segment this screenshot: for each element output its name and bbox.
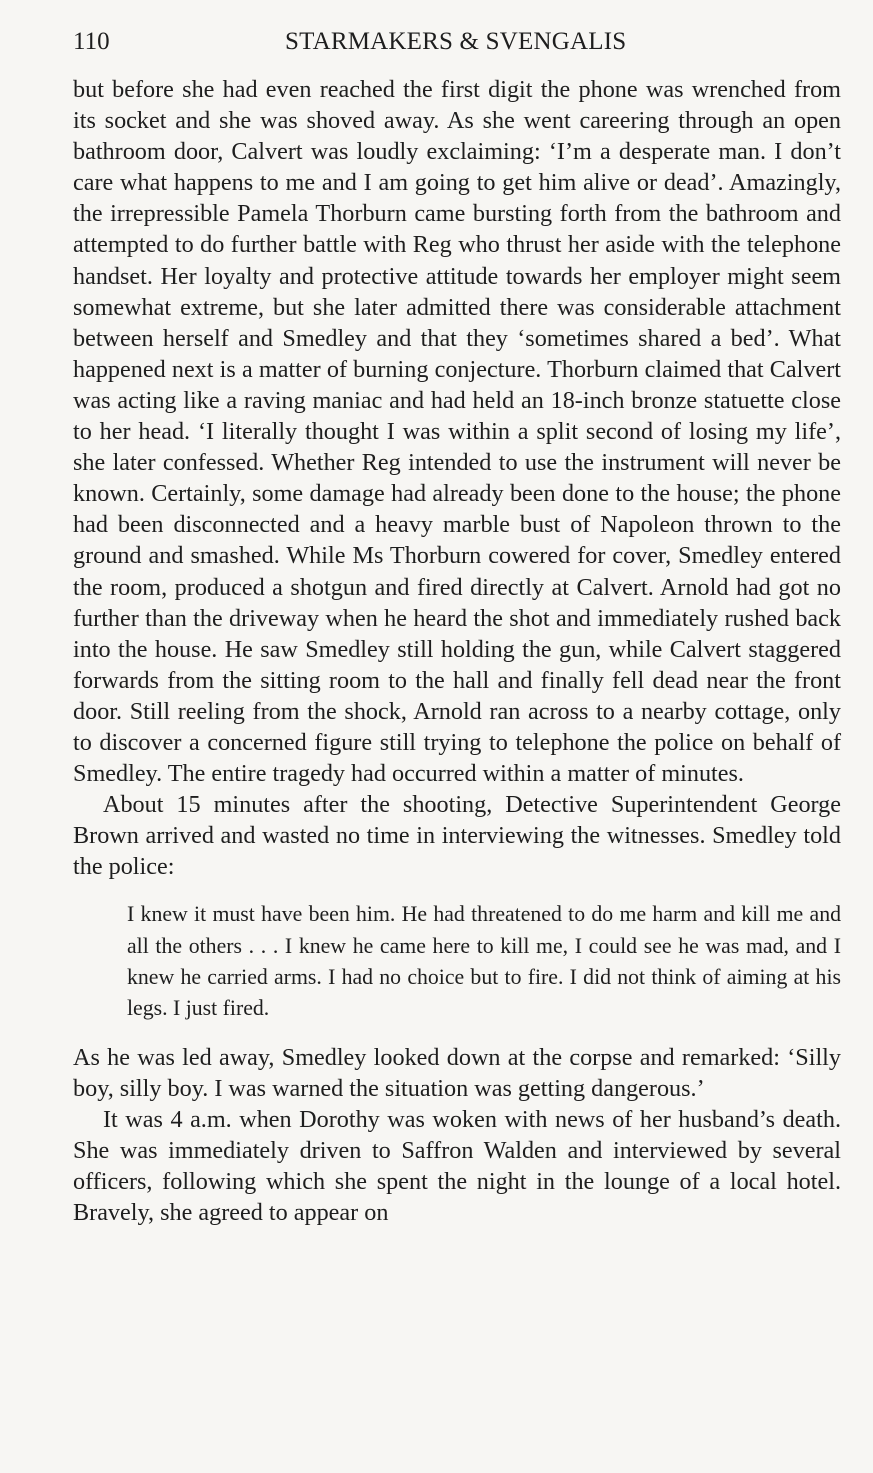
block-quote-smedley-statement: I knew it must have been him. He had threatened to do me harm and kill me and all the others . . . I knew he came here to kill me, I could see he was mad, and I knew he carried arms. I had no choice but to fire. I did not think of aiming at his legs. I just fired. [127, 902, 841, 1021]
page-number: 110 [73, 28, 110, 55]
paragraph-continuation: but before she had even reached the first digit the phone was wrenched from its socket and she was shoved away. As she went careering through an open bathroom door, Calvert was loudly exclaiming: ‘I’m a desperate man. I don’t care what happens to me and I am going to get him alive or dead’. Amazingly, the irrepressible Pamela Thorburn came bursting forth from the bathroom and attempted to do further battle with Reg who thrust her aside with the telephone handset. Her loyalty and protective attitude towards her employer might seem somewhat extreme, but she later admitted there was considerable attachment between herself and Smedley and that they ‘sometimes shared a bed’. What happened next is a matter of burning conjecture. Thorburn claimed that Calvert was acting like a raving maniac and had held an 18-inch bronze statuette close to her head. ‘I literally thought I was within a split second of losing my life’, she later confessed. Whether Reg intended to use the instrument will never be known. Certainly, some damage had already been done to the house; the phone had been disconnected and a heavy marble bust of Napoleon thrown to the ground and smashed. While Ms Thorburn cowered for cover, Smedley entered the room, produced a shotgun and fired directly at Calvert. Arnold had got no further than the driveway when he heard the shot and immediately rushed back into the house. He saw Smedley still holding the gun, while Calvert staggered forwards from the sitting room to the hall and finally fell dead near the front door. Still reeling from the shock, Arnold ran across to a nearby cottage, only to discover a concerned figure still trying to telephone the police on behalf of Smedley. The entire tragedy had occurred within a matter of minutes. [73, 76, 841, 788]
paragraph-detective-arrival: About 15 minutes after the shooting, Detective Superintendent George Brown arrived and wasted no time in interviewing the witnesses. Smedley told the police: [73, 791, 841, 881]
book-page [73, 22, 841, 1228]
paragraph-led-away: As he was led away, Smedley looked down at the corpse and remarked: ‘Silly boy, silly boy. I was warned the situation was getting dangerous.’ [73, 1043, 841, 1102]
book-title: STARMAKERS & SVENGALIS [285, 28, 627, 55]
body-text [73, 74, 841, 1228]
paragraph-dorothy-woken: It was 4 a.m. when Dorothy was woken with news of her husband’s death. She was immediately driven to Saffron Walden and interviewed by several officers, following which she spent the night in the lounge of a local hotel. Bravely, she agreed to appear on [73, 1105, 841, 1227]
running-head [73, 22, 841, 62]
